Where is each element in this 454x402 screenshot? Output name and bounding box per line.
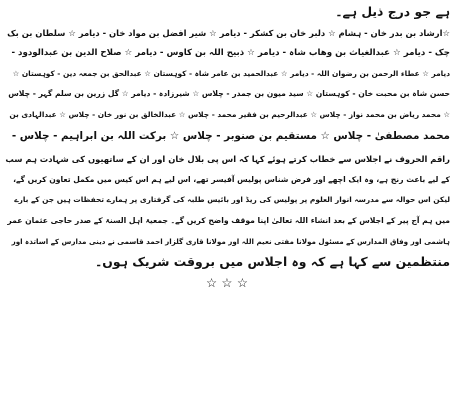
names-line: حسن شاہ بن محبت خان - کوہستان ☆ سید میون بن جمدر - چلاس ☆ شیرزادہ - دیامر ☆ گل زرین بن سلم گہر - چلاس	[8, 89, 450, 99]
statement-paragraph	[4, 149, 450, 273]
names-line: ☆ارشاد بن بدر خان - ہشام ☆ دلبر خان بن کشکر - دیامر ☆ شیر افضل بن مواد خان - دیامر ☆ سلطان بن بک	[7, 27, 450, 38]
statement-line: میں ہم آج پیر کے اجلاس کے بعد انشاء اللہ تعالیٰ اپنا موقف واضح کریں گے۔ جمعیۃ اہل السنۃ کے صدر حاجی عثمان عمر	[7, 215, 450, 225]
intro-line	[4, 2, 450, 23]
closing-stars: ☆ ☆ ☆	[206, 274, 248, 290]
intro-text: ہے جو درج ذیل ہے۔	[335, 4, 450, 19]
statement-line: منتظمین سے کہا ہے کہ وہ اجلاس میں بروقت شریک ہوں۔	[95, 254, 450, 270]
statement-line: ہاشمی اور وفاق المدارس کے مسئول مولانا مفتی نعیم اللہ اور مولانا قاری گلزار احمد قاسمی نے دینی مدارس کے اساتذہ اور	[11, 236, 450, 246]
names-line: چک - دیامر ☆ عبدالغیاث بن وھاب شاہ - دیامر ☆ ذبیح اللہ بن کاوس - دیامر ☆ صلاح الدین بن عبدالودود -	[11, 48, 450, 59]
names-line: ☆ محمد ریاض بن محمد نواز - چلاس ☆ عبدالرحیم بن فقیر محمد - چلاس ☆ عبدالخالق بن نور خان - چلاس ☆ عبدالہادی بن	[9, 109, 450, 119]
statement-line: راقم الحروف نے اجلاس سے خطاب کرتے ہوئے کہا کہ اس پی بلال خان اور ان کے ساتھیوں کی شہادت ہم سب	[5, 154, 450, 165]
names-paragraph	[4, 23, 450, 147]
names-line: محمد مصطفیٰ - چلاس ☆ مستقیم بن صنوبر - چلاس ☆ برکت اللہ بن ابراہیم - چلاس -	[11, 129, 450, 142]
statement-line: کے لیے باعث رنج ہے، وہ ایک اچھے اور فرض شناس پولیس آفیسر تھے، اس لیے ہم اس کیس میں مکمل تعاون کریں گے،	[13, 174, 450, 184]
names-line: دیامر ☆ عطاء الرحمن بن رضوان اللہ - دیامر ☆ عبدالحمید بن عامر شاہ - کوہستان ☆ عبدالحق بن جمعہ دین - کوہستان ☆	[12, 68, 450, 78]
closing-ornament	[4, 273, 450, 294]
statement-line: لیکن اس حوالہ سے مدرسہ انوار العلوم پر پولیس کی ریڈ اور بائیس طلبہ کی گرفتاری پر ہمارے تحفظات ہیں جن کے بارے	[14, 195, 450, 205]
